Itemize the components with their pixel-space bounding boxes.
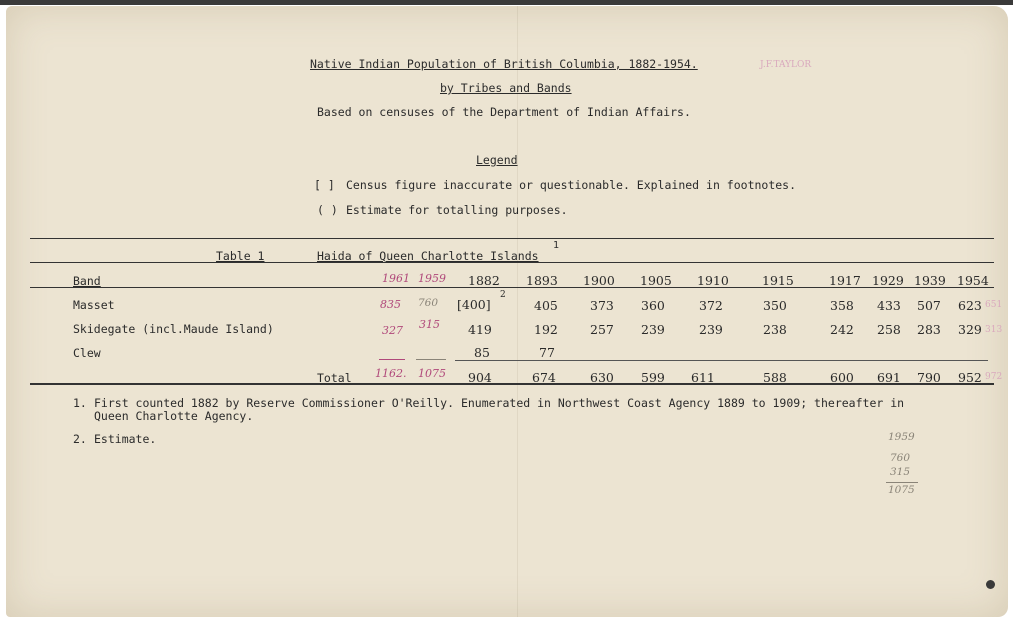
margin-note: 313 — [985, 325, 1003, 335]
legend-paren-text: Estimate for totalling purposes. — [346, 203, 568, 217]
year-header: 1939 — [914, 273, 946, 288]
hand-total: 1075 — [418, 367, 446, 380]
document-title: Native Indian Population of British Columbia, 1882-1954. — [310, 57, 698, 71]
hand-value: 760 — [418, 297, 439, 309]
table-cell: 373 — [590, 298, 614, 313]
band-name: Skidegate (incl.Maude Island) — [73, 322, 274, 336]
hand-value: 327 — [382, 324, 403, 337]
legend-paren-symbol: ( ) — [317, 203, 338, 217]
year-header: 1882 — [468, 273, 500, 288]
hand-sum-line — [379, 359, 405, 360]
document-subtitle: by Tribes and Bands — [440, 81, 572, 95]
pencil-note: 1075 — [888, 484, 915, 496]
table-cell: [400] — [457, 297, 491, 312]
band-name: Clew — [73, 346, 101, 360]
footnote-text: Queen Charlotte Agency. — [94, 409, 254, 423]
total-cell: 952 — [958, 370, 982, 385]
year-header: 1915 — [762, 273, 794, 288]
year-header: 1929 — [872, 273, 904, 288]
total-cell: 790 — [917, 370, 941, 385]
year-header: 1954 — [957, 273, 989, 288]
legend-bracket-symbol: [ ] — [314, 178, 335, 192]
pencil-note: 1959 — [888, 431, 915, 443]
footnote-text: Estimate. — [94, 432, 157, 446]
margin-note: 972 — [985, 372, 1003, 382]
total-cell: 588 — [763, 370, 787, 385]
punch-hole — [986, 580, 995, 589]
total-sum-line — [455, 360, 988, 361]
margin-note: 651 — [985, 300, 1003, 310]
footnote-number: 1. — [73, 396, 87, 410]
document-page — [6, 6, 1008, 617]
faint-stamp: J.F.TAYLOR — [760, 60, 812, 70]
document-source: Based on censuses of the Department of Indian Affairs. — [317, 105, 691, 119]
total-cell: 674 — [532, 370, 556, 385]
year-header: 1893 — [526, 273, 558, 288]
table-cell: 77 — [539, 345, 555, 360]
year-header: 1900 — [583, 273, 615, 288]
total-cell: 691 — [877, 370, 901, 385]
table-cell: 358 — [830, 298, 854, 313]
hand-total: 1162. — [375, 367, 407, 380]
table-rule-top — [30, 238, 994, 239]
table-cell: 433 — [877, 298, 901, 313]
table-cell: 329 — [958, 322, 982, 337]
total-cell: 630 — [590, 370, 614, 385]
hand-year-1961: 1961 — [382, 272, 410, 285]
table-cell: 239 — [699, 322, 723, 337]
table-cell: 419 — [468, 322, 492, 337]
table-heading: Haida of Queen Charlotte Islands — [317, 249, 539, 263]
table-heading-note: 1 — [553, 240, 560, 251]
table-cell: 257 — [590, 322, 614, 337]
year-header: 1917 — [829, 273, 861, 288]
total-cell: 600 — [830, 370, 854, 385]
year-header: 1905 — [640, 273, 672, 288]
pencil-note: 315 — [890, 466, 911, 478]
pencil-sum-line — [886, 482, 918, 483]
table-cell: 372 — [699, 298, 723, 313]
table-cell: 283 — [917, 322, 941, 337]
hand-value: 835 — [380, 298, 401, 311]
legend-heading: Legend — [476, 153, 518, 167]
table-cell: 85 — [474, 345, 490, 360]
total-cell: 611 — [691, 370, 715, 385]
table-cell: 239 — [641, 322, 665, 337]
table-cell: 405 — [534, 298, 558, 313]
year-header: 1910 — [697, 273, 729, 288]
table-cell: 623 — [958, 298, 982, 313]
table-cell: 238 — [763, 322, 787, 337]
table-cell: 507 — [917, 298, 941, 313]
table-cell: 192 — [534, 322, 558, 337]
table-cell: 360 — [641, 298, 665, 313]
hand-year-1959: 1959 — [418, 272, 446, 285]
pencil-note: 760 — [890, 452, 911, 464]
total-label: Total — [317, 371, 352, 385]
band-column-header: Band — [73, 274, 101, 288]
hand-value: 315 — [419, 318, 440, 331]
top-border — [0, 0, 1013, 5]
cell-note: 2 — [500, 290, 506, 300]
total-cell: 904 — [468, 370, 492, 385]
table-cell: 258 — [877, 322, 901, 337]
page-fold — [517, 6, 518, 617]
band-name: Masset — [73, 298, 115, 312]
legend-bracket-text: Census figure inaccurate or questionable. Explained in footnotes. — [346, 178, 797, 192]
hand-sum-line — [416, 359, 446, 360]
footnote-number: 2. — [73, 432, 87, 446]
total-cell: 599 — [641, 370, 665, 385]
table-label: Table 1 — [216, 249, 265, 263]
table-cell: 350 — [763, 298, 787, 313]
table-cell: 242 — [830, 322, 854, 337]
footnote-text: First counted 1882 by Reserve Commissioner O'Reilly. Enumerated in Northwest Coast Agency 1889 to 1909; thereafter in — [94, 396, 905, 410]
